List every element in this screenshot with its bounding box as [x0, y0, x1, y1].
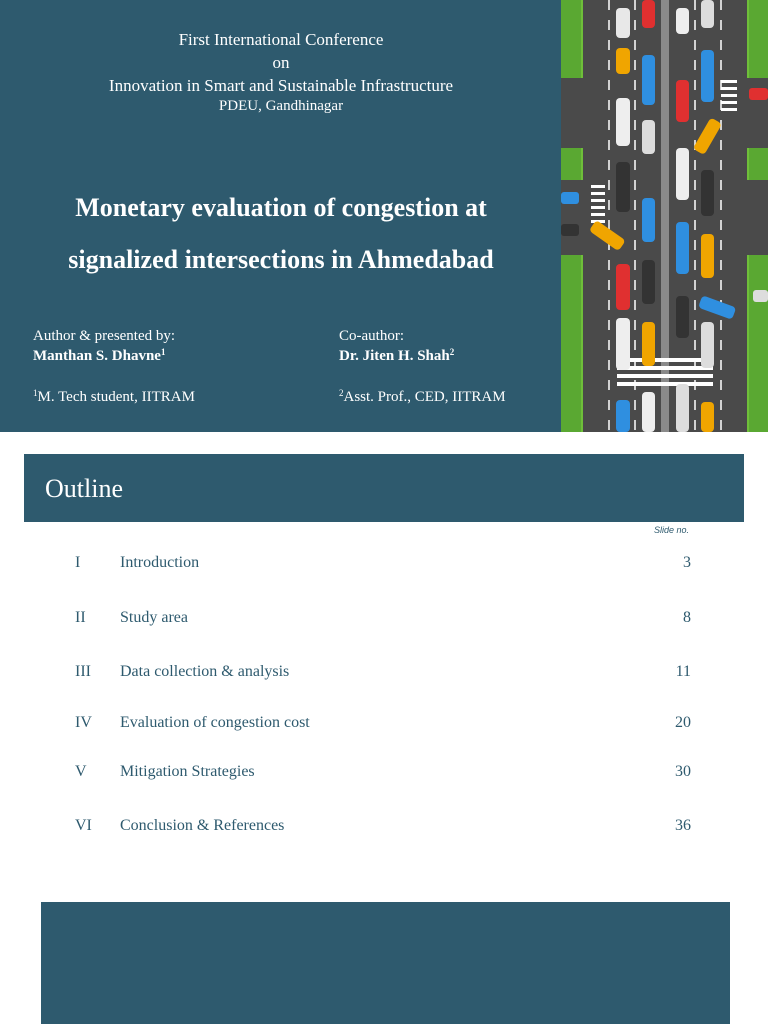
coauthor-affiliation-text: Asst. Prof., CED, IITRAM [343, 389, 506, 405]
outline-item-number: II [75, 609, 86, 626]
presentation-title [0, 182, 562, 286]
author-affiliation-text: M. Tech student, IITRAM [37, 389, 195, 405]
outline-item-label: Conclusion & References [120, 817, 285, 834]
conference-venue: PDEU, Gandhinagar [218, 98, 344, 114]
outline-item [0, 660, 768, 684]
outline-item-number: I [75, 554, 81, 571]
coauthor-name [339, 346, 506, 366]
coauthor-affiliation-mark: 2 [339, 388, 344, 398]
outline-item [0, 551, 768, 575]
author-mark: 1 [160, 347, 166, 357]
coauthor-block [339, 326, 506, 407]
outline-item-label: Evaluation of congestion cost [120, 714, 310, 731]
conference-on: on [272, 53, 290, 72]
title-line-1: Monetary evaluation of congestion at [75, 193, 487, 222]
outline-item-label: Introduction [120, 554, 200, 571]
traffic-intersection-illustration [561, 0, 768, 432]
author-name [33, 346, 195, 366]
next-slide-banner [41, 902, 730, 1024]
outline-item [0, 814, 768, 838]
outline-item-label: Study area [120, 609, 188, 626]
author-block [33, 326, 195, 407]
coauthor-heading: Co-author: [339, 328, 404, 344]
outline-item-number: V [75, 763, 87, 780]
outline-item-page: 8 [683, 609, 691, 626]
author-name-text: Manthan S. Dhavne [33, 348, 161, 364]
title-line-2: signalized intersections in Ahmedabad [68, 245, 494, 274]
outline-item-label: Mitigation Strategies [120, 763, 255, 780]
conference-name: First International Conference [178, 30, 384, 49]
coauthor-mark: 2 [449, 347, 455, 357]
outline-item-page: 30 [675, 763, 691, 780]
outline-item-label: Data collection & analysis [120, 663, 290, 680]
outline-item-page: 36 [675, 817, 691, 834]
outline-item-number: IV [75, 714, 92, 731]
title-slide [0, 0, 768, 432]
outline-item [0, 606, 768, 630]
coauthor-affiliation [339, 387, 506, 407]
outline-item-number: VI [75, 817, 92, 834]
conference-info [0, 28, 562, 116]
coauthor-name-text: Dr. Jiten H. Shah [339, 348, 450, 364]
outline-item-number: III [75, 663, 91, 680]
outline-header [24, 454, 744, 522]
outline-title: Outline [45, 474, 123, 503]
author-affiliation-mark: 1 [33, 388, 38, 398]
outline-item-page: 20 [675, 714, 691, 731]
author-heading: Author & presented by: [33, 328, 176, 344]
outline-item [0, 760, 768, 784]
outline-item [0, 711, 768, 735]
slide-no-label: Slide no. [654, 525, 690, 535]
outline-item-page: 3 [683, 554, 691, 571]
conference-theme: Innovation in Smart and Sustainable Infrastructure [108, 76, 454, 95]
author-affiliation [33, 387, 195, 407]
outline-item-page: 11 [675, 663, 691, 680]
